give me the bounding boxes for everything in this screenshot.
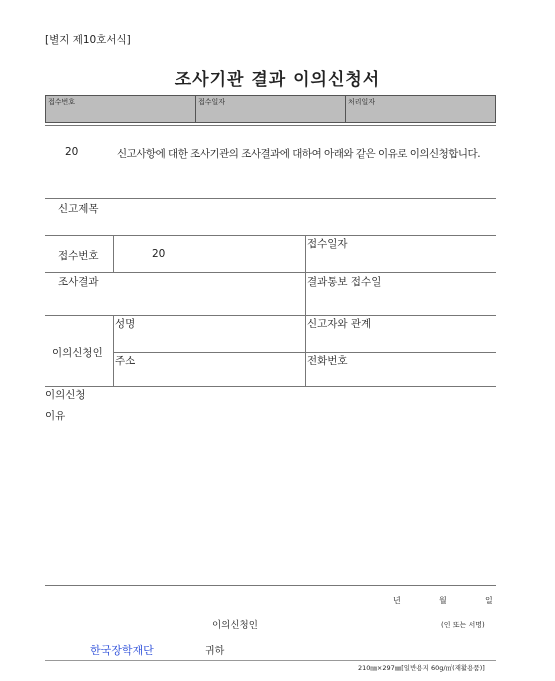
process-date-header: 처리일자 bbox=[348, 98, 376, 106]
divider bbox=[113, 315, 114, 387]
date-month-label: 월 bbox=[439, 596, 447, 605]
receipt-date-label: 접수일자 bbox=[307, 238, 348, 250]
divider bbox=[113, 352, 496, 353]
page-title: 조사기관 결과 이의신청서 bbox=[174, 70, 381, 90]
foundation-name: 한국장학재단 bbox=[90, 644, 154, 657]
reason-label-line2: 이유 bbox=[45, 410, 66, 422]
divider bbox=[45, 585, 496, 586]
report-title-label: 신고제목 bbox=[58, 203, 99, 215]
receipt-no-label: 접수번호 bbox=[58, 250, 99, 262]
divider bbox=[113, 235, 114, 272]
honorific: 귀하 bbox=[205, 646, 225, 657]
phone-label: 전화번호 bbox=[307, 355, 348, 367]
divider bbox=[305, 235, 306, 315]
sign-note: (인 또는 서명) bbox=[441, 621, 485, 629]
receipt-no-header: 접수번호 bbox=[46, 96, 196, 122]
reason-label-line1: 이의신청 bbox=[45, 389, 86, 401]
result-notice-date-label: 결과통보 접수일 bbox=[307, 276, 382, 288]
date-day-label: 일 bbox=[485, 596, 493, 605]
paper-spec: 210㎜×297㎜[일반용지 60g/㎡(재활용품)] bbox=[358, 664, 485, 672]
divider bbox=[45, 660, 496, 661]
date-year-label: 년 bbox=[393, 596, 401, 605]
divider bbox=[45, 198, 496, 199]
receipt-no-value: 20 bbox=[152, 248, 166, 260]
name-label: 성명 bbox=[115, 318, 136, 330]
divider bbox=[45, 125, 496, 126]
statement-text: 신고사항에 대한 조사기관의 조사결과에 대하여 아래와 같은 이유로 이의신청합니다. bbox=[117, 148, 481, 160]
footer-applicant-label: 이의신청인 bbox=[212, 620, 258, 631]
applicant-label: 이의신청인 bbox=[52, 347, 103, 359]
statement-year: 20 bbox=[65, 146, 79, 158]
relation-label: 신고자와 관계 bbox=[307, 318, 372, 330]
receipt-date-header: 접수일자 bbox=[196, 96, 346, 122]
address-label: 주소 bbox=[115, 355, 136, 367]
divider bbox=[305, 315, 306, 387]
header-bar bbox=[45, 95, 496, 123]
investigation-result-label: 조사결과 bbox=[58, 276, 99, 288]
divider bbox=[45, 386, 496, 387]
form-number: [별지 제10호서식] bbox=[45, 34, 131, 46]
divider bbox=[45, 272, 496, 273]
